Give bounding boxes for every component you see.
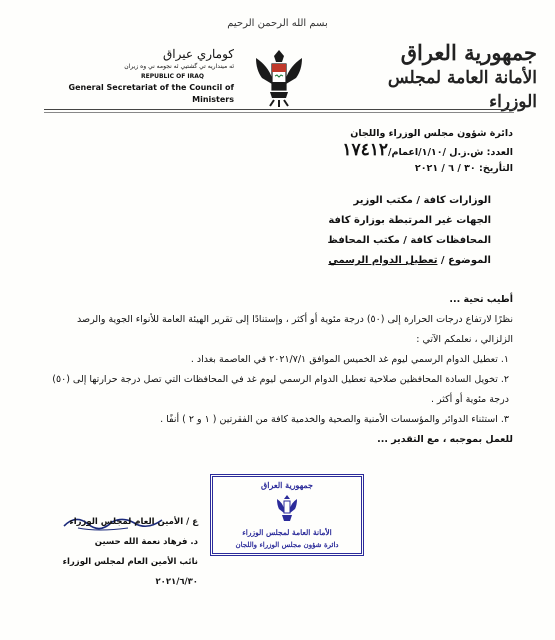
letterhead-kurdish-title: كوماري عيراق [162,47,234,61]
reference [213,142,513,161]
signature-date: ٢٠٢١/٦/٣٠ [155,577,198,587]
list-item: ٣. استثناء الدوائر والمؤسسات الأمنية والصحية والخدمية كافة من الفقرتين ( ١ و ٢ ) أنفًا . [160,414,509,425]
greeting: أطيب تحية ... [449,294,513,305]
subject-text: تعطيل الدوام الرسمي [328,255,438,266]
letterhead-secretariat-en: General Secretariat of the Council of Ministers [68,83,234,104]
signer-title: ع / الأمين العام لمجلس الوزراء [69,517,198,527]
arabic-letterhead [347,40,537,114]
subject-line [191,251,491,271]
letterhead-secretariat: الأمانة العامة لمجلس الوزراء [387,68,537,112]
stamp-department-text: دائرة شؤون مجلس الوزراء واللجان [235,540,339,549]
stamp-bottom-text: الأمانة العامة لمجلس الوزراء [242,528,332,537]
closing: للعمل بموجبه ، مع التقدير ... [377,434,513,445]
department: دائرة شؤون مجلس الوزراء واللجان [350,128,513,139]
letter-metadata [213,126,513,177]
signer-position: نائب الأمين العام لمجلس الوزراء [62,557,198,567]
letterhead-country: جمهورية العراق [400,40,537,65]
header-rule [44,109,514,110]
stamp-top-text: جمهورية العراق [261,480,313,490]
list-item: ٢. تخويل السادة المحافظين صلاحية تعطيل الدوام الرسمي ليوم غد في المحافظات التي تصل درجة حرارتها إلى (٥٠) درجة مئوية أو أكثر . [52,374,509,405]
letterhead-kurdish-sub: ئه مينداريه تي گشتيي ئه نجومه ني وه زيران [124,63,234,70]
stamp-emblem-icon [275,493,299,523]
list-item: ١. تعطيل الدوام الرسمي ليوم غد الخميس الموافق ٢٠٢١/٧/١ في العاصمة بغداد . [190,354,509,365]
subject-label: الموضوع / [437,255,491,266]
basmala: بسم الله الرحمن الرحيم [227,18,328,29]
addressees [191,191,491,271]
letter-date: التأريخ: ٣٠ / ٦ / ٢٠٢١ [414,163,513,174]
english-letterhead [44,46,234,106]
letter-body [43,290,513,450]
signer-name: د. فرهاد نعمة الله حسين [94,537,198,547]
official-stamp [210,474,364,556]
reference-label: العدد: ش.ز.ل /١/١٠/اعمام/ [388,147,513,158]
reference-number: ١٧٤١٢ [342,140,389,160]
header-rule-thin [44,112,514,113]
letterhead-republic: REPUBLIC OF IRAQ [141,73,204,80]
addressee-line: الوزارات كافة / مكتب الوزير [353,195,491,206]
iraq-eagle-emblem-icon [248,44,310,112]
addressee-line: المحافظات كافة / مكتب المحافظ [327,235,491,246]
intro-paragraph: نظرًا لارتفاع درجات الحرارة إلى (٥٠) درجة مئوية أو أكثر ، وإستنادًا إلى تقرير الهيئة العامة للأنواء الجوية والرصد الزلزالي ، نعلمكم الآتي : [77,314,513,345]
signatory-block [38,512,198,592]
addressee-line: الجهات غير المرتبطة بوزارة كافة [328,215,491,226]
